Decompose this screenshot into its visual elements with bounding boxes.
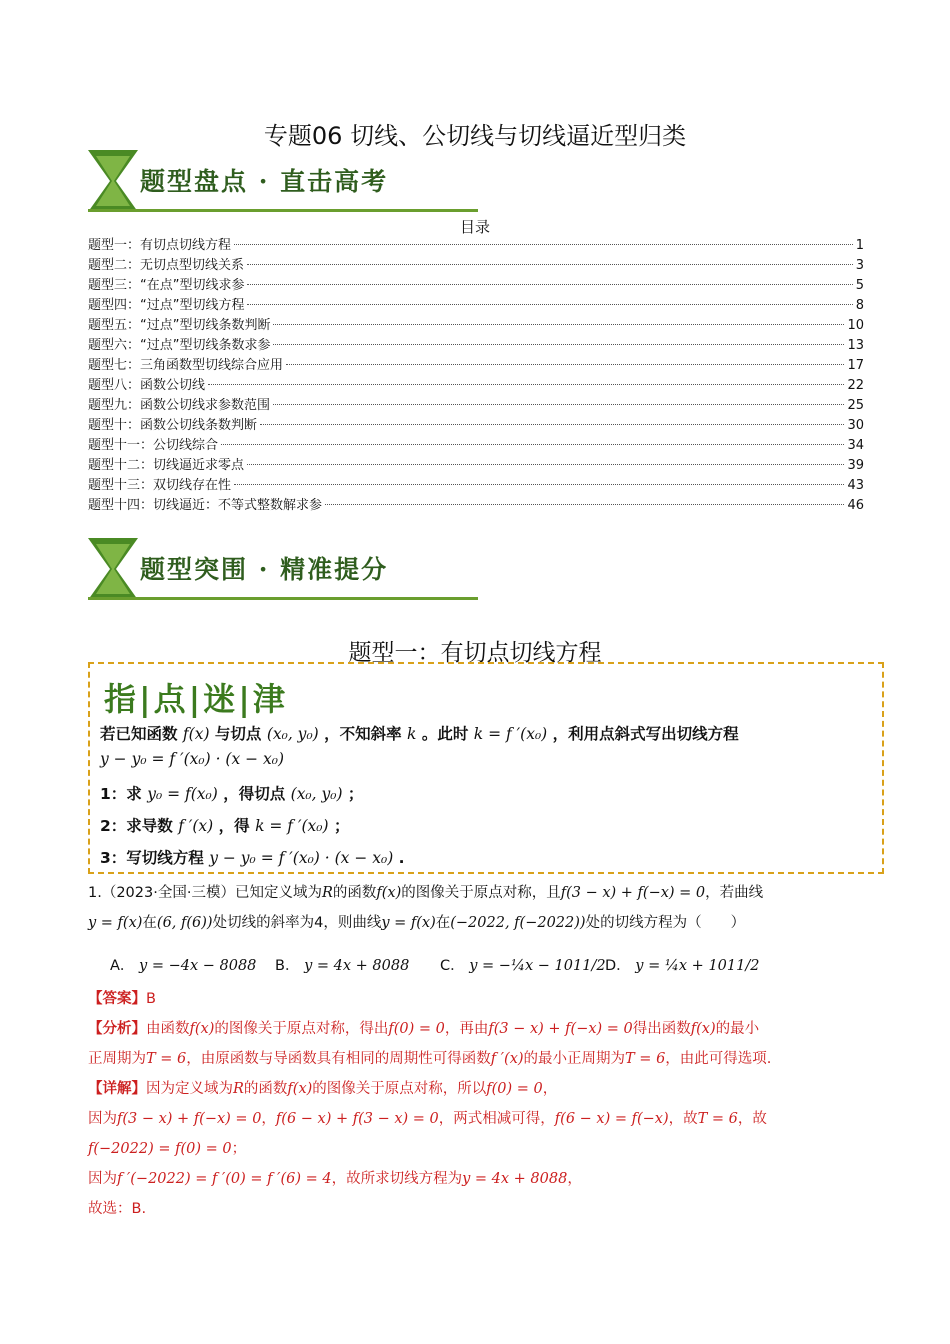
toc-entry-page: 34 — [847, 438, 864, 453]
toc-leader-dots — [273, 404, 844, 405]
a-text: 因为 — [88, 1171, 117, 1187]
a-text: ，由原函数与导函数具有相同的周期性可得函数 — [186, 1051, 491, 1067]
toc-heading: 目录 — [459, 218, 490, 236]
q-text: ，若曲线 — [705, 885, 764, 901]
toc-leader-dots — [221, 444, 844, 445]
toc-entry[interactable] — [88, 236, 864, 256]
q-text: 的图像关于原点对称，且 — [401, 885, 561, 901]
q-text: 在 — [142, 915, 157, 931]
math-point: (x₀, y₀) — [266, 725, 319, 743]
a-text: ，由此可得选项. — [665, 1051, 772, 1067]
banner-hourglass-icon — [88, 150, 138, 212]
option-d[interactable] — [605, 954, 770, 975]
option-letter: D． — [605, 958, 631, 974]
option-c[interactable] — [440, 954, 605, 975]
q-text: 在 — [435, 915, 451, 931]
banner-breakthrough-text: 题型突围 · 精准提分 — [140, 555, 389, 584]
toc-entry[interactable] — [88, 416, 864, 436]
tip-heading: 指|点|迷|津 — [104, 680, 288, 718]
toc-leader-dots — [260, 424, 844, 425]
math-f2022: f(−2022) = f(0) = 0 — [88, 1141, 232, 1157]
toc-entry-page: 46 — [847, 498, 864, 513]
tip-text: 1：求 — [100, 785, 142, 803]
question-stem — [88, 878, 878, 938]
toc-entry-page: 43 — [847, 478, 864, 493]
math-R: R — [233, 1081, 244, 1097]
toc-entry-label: 题型九：函数公切线求参数范围 — [88, 398, 271, 413]
detail-tag: 【详解】 — [88, 1081, 146, 1097]
toc-leader-dots — [273, 324, 844, 325]
math-fx: f(x) — [189, 1021, 215, 1037]
a-text: 正周期为 — [88, 1051, 146, 1067]
toc-entry-label: 题型十一：公切线综合 — [88, 438, 219, 453]
banner-hourglass-icon — [88, 538, 138, 600]
option-expr: y = −¼x − 1011/2 — [469, 958, 606, 974]
toc-entry-label: 题型二：无切点型切线关系 — [88, 258, 245, 273]
toc-entry-label: 题型八：函数公切线 — [88, 378, 206, 393]
banner-underline — [88, 209, 478, 212]
toc-entry-label: 题型六：“过点”型切线条数求参 — [88, 338, 271, 353]
a-text: ； — [231, 1141, 247, 1157]
math-result: y = 4x + 8088 — [462, 1171, 568, 1187]
tip-equation — [100, 750, 284, 768]
toc-entry[interactable] — [88, 396, 864, 416]
table-of-contents — [88, 236, 864, 516]
math-y0: y₀ = f(x₀) — [147, 785, 218, 803]
a-text: 因为 — [88, 1111, 117, 1127]
tip-text: . — [398, 849, 405, 867]
banner-overview — [88, 150, 478, 212]
option-expr: y = ¼x + 1011/2 — [635, 958, 760, 974]
toc-leader-dots — [234, 244, 853, 245]
toc-entry[interactable] — [88, 256, 864, 276]
toc-entry-label: 题型十四：切线逼近：不等式整数解求参 — [88, 498, 323, 513]
math-derivative: f ′(x) — [178, 817, 214, 835]
a-text: ， — [542, 1081, 558, 1097]
math-T: T = 6 — [625, 1051, 666, 1067]
toc-entry[interactable] — [88, 436, 864, 456]
tip-step-1 — [100, 782, 363, 804]
a-text: ，故 — [737, 1111, 767, 1127]
math-T: T = 6 — [146, 1051, 187, 1067]
math-T: T = 6 — [697, 1111, 738, 1127]
toc-entry-page: 22 — [847, 378, 864, 393]
q-text: 的函数 — [332, 885, 377, 901]
toc-entry-label: 题型十：函数公切线条数判断 — [88, 418, 258, 433]
math-condition: f(3 − x) + f(−x) = 0 — [560, 885, 706, 901]
option-expr: y = −4x − 8088 — [139, 958, 257, 974]
tip-text: ，得 — [218, 817, 250, 835]
toc-entry-page: 1 — [855, 238, 864, 253]
a-text: 的最小 — [715, 1021, 760, 1037]
toc-entry-page: 30 — [847, 418, 864, 433]
answer-block — [88, 984, 878, 1224]
answer-tag: 【答案】 — [88, 991, 146, 1007]
section-title: 题型一：有切点切线方程 — [348, 640, 602, 666]
option-letter: C． — [440, 958, 465, 974]
toc-entry-page: 3 — [855, 258, 864, 273]
a-text: 由函数 — [146, 1021, 190, 1037]
math-derivative: f ′(x) — [490, 1051, 524, 1067]
math-f0: f(0) = 0 — [486, 1081, 543, 1097]
toc-entry[interactable] — [88, 456, 864, 476]
a-text: ， — [261, 1111, 276, 1127]
toc-leader-dots — [325, 504, 844, 505]
banner-breakthrough — [88, 538, 478, 600]
a-text: ， — [567, 1171, 582, 1187]
toc-entry[interactable] — [88, 376, 864, 396]
tip-text: ； — [333, 817, 350, 835]
toc-entry-label: 题型十三：双切线存在性 — [88, 478, 232, 493]
math-point-2022: (−2022, f(−2022)) — [450, 915, 586, 931]
tip-text: 3：写切线方程 — [100, 849, 204, 867]
toc-entry-label: 题型一：有切点切线方程 — [88, 238, 232, 253]
toc-leader-dots — [208, 384, 844, 385]
math-point: (x₀, y₀) — [290, 785, 343, 803]
tip-text: 。此时 — [421, 725, 469, 743]
option-letter: A． — [110, 958, 135, 974]
math-tangent-eq: y − y₀ = f ′(x₀) · (x − x₀) — [209, 849, 394, 867]
toc-entry[interactable] — [88, 356, 864, 376]
a-text: 得出函数 — [632, 1021, 691, 1037]
option-expr: y = 4x + 8088 — [304, 958, 410, 974]
toc-leader-dots — [247, 304, 852, 305]
toc-entry-label: 题型四：“过点”型切线方程 — [88, 298, 245, 313]
tip-text: ，利用点斜式写出切线方程 — [552, 725, 739, 743]
math-tangent-eq: y − y₀ = f ′(x₀) · (x − x₀) — [100, 750, 285, 768]
a-text: 因为定义域为 — [146, 1081, 233, 1097]
tip-text: 2：求导数 — [100, 817, 173, 835]
math-curve: y = f(x) — [381, 915, 436, 931]
toc-entry[interactable] — [88, 336, 864, 356]
math-condition: f(3 − x) + f(−x) = 0 — [117, 1111, 262, 1127]
answer-options — [110, 954, 810, 975]
tip-step-3 — [100, 846, 405, 868]
toc-leader-dots — [247, 284, 852, 285]
toc-leader-dots — [247, 264, 853, 265]
toc-entry-page: 8 — [855, 298, 864, 313]
toc-entry[interactable] — [88, 476, 864, 496]
q-text: 处的切线方程为（ ） — [585, 915, 746, 931]
toc-entry[interactable] — [88, 316, 864, 336]
math-R: R — [321, 885, 333, 901]
a-text: 的函数 — [243, 1081, 288, 1097]
math-fx: f(x) — [376, 885, 402, 901]
tip-text: ； — [347, 785, 364, 803]
banner-underline — [88, 597, 478, 600]
answer-value: B — [146, 991, 156, 1007]
math-f0: f(0) = 0 — [388, 1021, 445, 1037]
math-fx: f(x) — [182, 725, 210, 743]
math-condition: f(3 − x) + f(−x) = 0 — [488, 1021, 633, 1037]
toc-entry-label: 题型三：“在点”型切线求参 — [88, 278, 245, 293]
a-text: ，故所求切线方程为 — [331, 1171, 463, 1187]
math-condition-6: f(6 − x) + f(3 − x) = 0 — [275, 1111, 439, 1127]
toc-entry[interactable] — [88, 276, 864, 296]
toc-entry[interactable] — [88, 496, 864, 516]
tip-intro — [100, 722, 739, 744]
tip-text: 若已知函数 — [100, 725, 178, 743]
final-choice: 故选：B. — [88, 1201, 147, 1217]
a-text: ，再由 — [444, 1021, 489, 1037]
toc-leader-dots — [247, 464, 844, 465]
math-slope: f ′(−2022) = f ′(0) = f ′(6) = 4 — [117, 1171, 332, 1187]
tip-step-2 — [100, 814, 349, 836]
toc-entry-page: 13 — [847, 338, 864, 353]
tip-text: ，不知斜率 — [324, 725, 402, 743]
banner-overview-text: 题型盘点 · 直击高考 — [140, 167, 389, 196]
math-k-eq: k = f ′(x₀) — [255, 817, 329, 835]
toc-entry-page: 17 — [847, 358, 864, 373]
a-text: 的最小正周期为 — [523, 1051, 626, 1067]
a-text: 的图像关于原点对称，得出 — [214, 1021, 389, 1037]
tip-text: ，得切点 — [223, 785, 286, 803]
a-text: 的图像关于原点对称，所以 — [312, 1081, 487, 1097]
toc-entry-page: 5 — [855, 278, 864, 293]
math-curve: y = f(x) — [88, 915, 143, 931]
a-text: ，故 — [668, 1111, 698, 1127]
toc-entry-page: 25 — [847, 398, 864, 413]
toc-leader-dots — [234, 484, 844, 485]
toc-entry-page: 39 — [847, 458, 864, 473]
math-k: k — [407, 725, 417, 743]
document-title: 专题06 切线、公切线与切线逼近型归类 — [263, 122, 687, 150]
math-subtract: f(6 − x) = f(−x) — [554, 1111, 669, 1127]
tip-text: 与切点 — [214, 725, 262, 743]
a-text: ，两式相减可得， — [438, 1111, 555, 1127]
math-fx: f(x) — [690, 1021, 716, 1037]
math-point-6: (6, f(6)) — [156, 915, 213, 931]
option-b[interactable] — [275, 954, 440, 975]
math-k-eq: k = f ′(x₀) — [473, 725, 548, 743]
toc-leader-dots — [273, 344, 844, 345]
q-text: 1.（2023·全国·三模）已知定义域为 — [88, 885, 322, 901]
analysis-tag: 【分析】 — [88, 1021, 146, 1037]
toc-entry-page: 10 — [847, 318, 864, 333]
toc-entry[interactable] — [88, 296, 864, 316]
option-a[interactable] — [110, 954, 275, 975]
option-letter: B． — [275, 958, 300, 974]
q-text: 处切线的斜率为4，则曲线 — [212, 915, 382, 931]
toc-entry-label: 题型十二：切线逼近求零点 — [88, 458, 245, 473]
toc-entry-label: 题型七：三角函数型切线综合应用 — [88, 358, 284, 373]
toc-leader-dots — [286, 364, 844, 365]
math-fx: f(x) — [287, 1081, 313, 1097]
toc-entry-label: 题型五：“过点”型切线条数判断 — [88, 318, 271, 333]
